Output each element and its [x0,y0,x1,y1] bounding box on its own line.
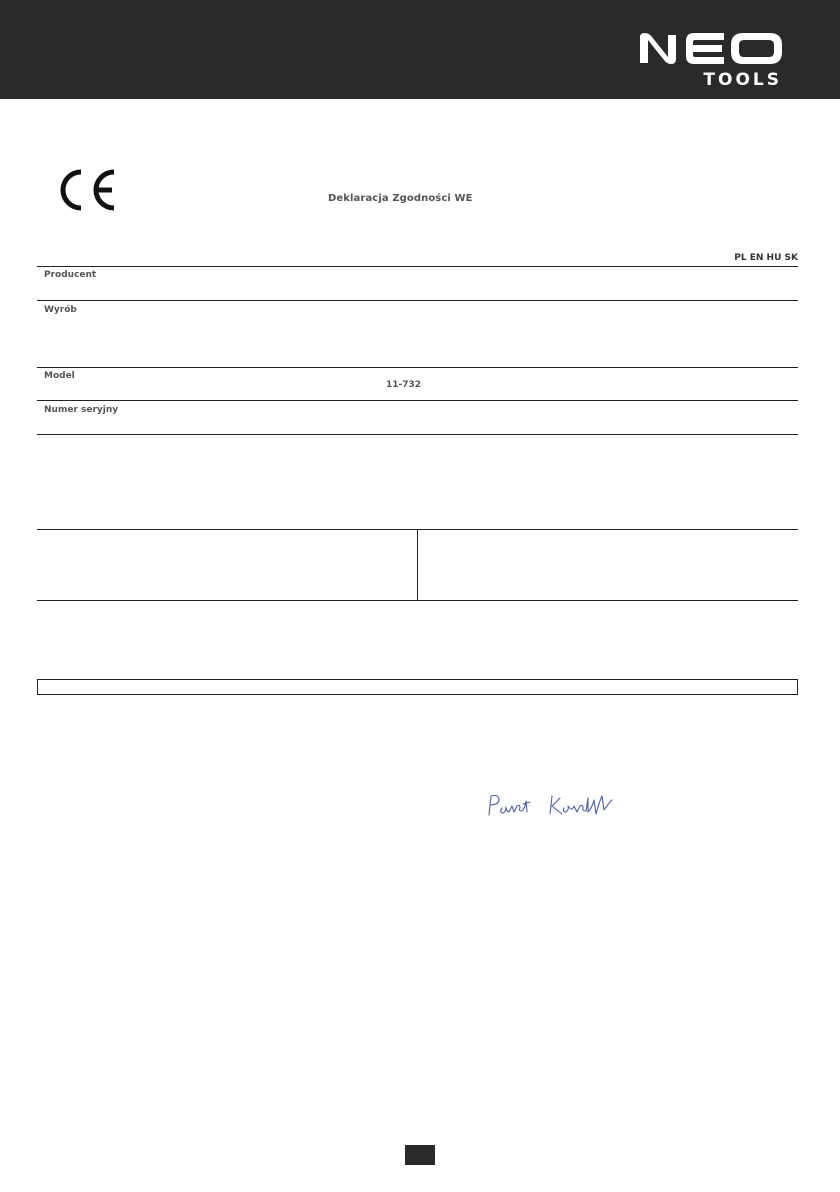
empty-field-box [37,679,798,695]
producer-label: Producent [44,270,97,280]
serial-number-label: Numer seryjny [44,405,119,415]
divider-line [37,434,798,435]
column-divider [417,529,418,600]
product-label: Wyrób [44,305,77,315]
divider-line [37,367,798,368]
language-codes: PL EN HU SK [734,253,798,263]
ce-mark-icon [54,167,118,213]
document-title: Deklaracja Zgodności WE [328,193,473,204]
page-number-tab [405,1145,435,1165]
handwritten-signature [484,790,624,822]
model-value: 11-732 [386,380,422,390]
divider-line [37,400,798,401]
logo-subtext: TOOLS [703,70,782,90]
divider-line [37,300,798,301]
model-label: Model [44,371,75,381]
divider-line [37,600,798,601]
divider-line [37,266,798,267]
neo-tools-logo [636,27,786,91]
header-band [0,0,840,99]
